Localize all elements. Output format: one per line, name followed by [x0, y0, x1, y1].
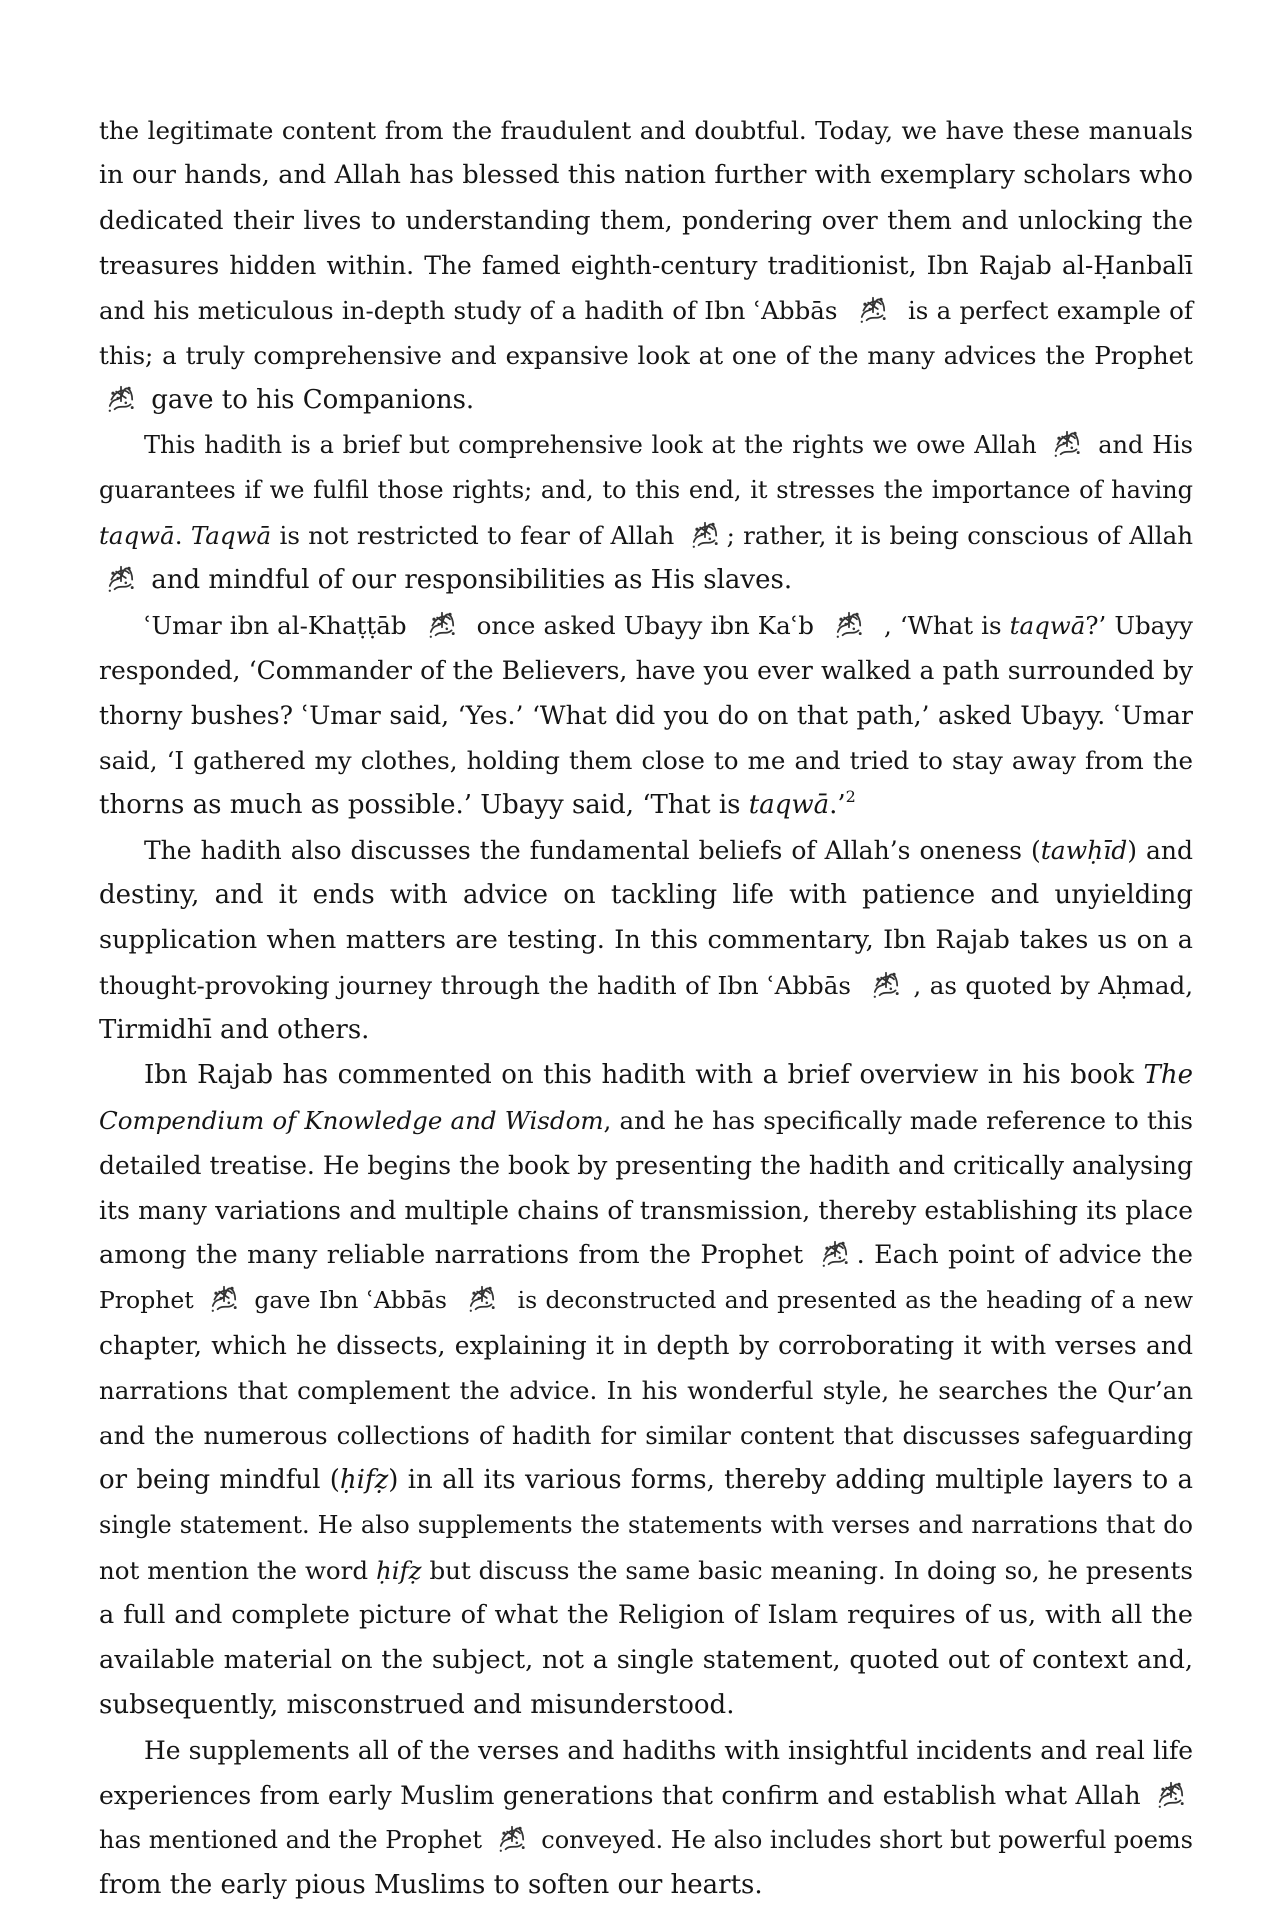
text-run: thought-provoking journey through the hadith of Ibn ʿAbbās: [99, 971, 860, 1000]
text-run: a full and complete picture of what the Religion of Islam requires of us, with all the: [99, 1600, 1193, 1630]
text-run: , as quoted by Aḥmad,: [913, 971, 1193, 1000]
paragraph: [99, 1053, 1193, 1728]
text-run: has mentioned and the Prophet: [99, 1826, 490, 1854]
text-line: [99, 1143, 1193, 1188]
honorific-radiyallahu-anhuma-icon: [865, 968, 907, 1000]
text-run: ) and: [1127, 836, 1193, 865]
honorific-subhanahu-icon: [1051, 427, 1083, 459]
text-run: thorny bushes? ʿUmar said, ‘Yes.’ ‘What did you do on that path,’ asked Ubayy. ʿUmar: [99, 701, 1193, 730]
text-line: [99, 648, 1193, 693]
text-run: thorns as much as possible.’ Ubayy said, ‘That is: [99, 790, 749, 820]
text-line: [99, 1863, 1193, 1908]
text-run: , and he has specifically made reference to this: [603, 1106, 1193, 1135]
footnote-ref[interactable]: 2: [845, 787, 856, 806]
text-line: [99, 738, 1193, 783]
text-line: [99, 1548, 1193, 1593]
text-run: . Each point of advice the: [856, 1240, 1194, 1270]
honorific-sallallahu-alayhi-wasallam-icon: [819, 1237, 851, 1269]
text-line: [99, 1323, 1193, 1368]
text-line: [99, 963, 1193, 1008]
text-run: He supplements all of the verses and hadiths with insightful incidents and real life: [144, 1736, 1193, 1765]
paragraph: [99, 108, 1193, 423]
text-run: narrations that complement the advice. In his wonderful style, he searches the Qur’an: [99, 1376, 1193, 1405]
text-run: .: [174, 521, 191, 550]
text-run: The hadith also discusses the fundamental beliefs of Allah’s oneness (: [144, 836, 1041, 865]
text-run: gave to his Companions.: [143, 385, 475, 415]
text-run: available material on the subject, not a single statement, quoted out of context and,: [99, 1645, 1193, 1675]
text-line: [99, 1458, 1193, 1503]
text-run: once asked Ubayy ibn Kaʿb: [468, 611, 822, 640]
text-line: [99, 603, 1193, 648]
text-run: the legitimate content from the fraudulent and doubtful. Today, we have these manuals: [99, 116, 1193, 145]
honorific-sallallahu-alayhi-wasallam-icon: [208, 1282, 240, 1314]
text-line: [99, 1008, 1193, 1053]
text-line: [99, 513, 1193, 558]
text-line: [99, 693, 1193, 738]
text-line: [99, 1773, 1193, 1818]
text-run: among the many reliable narrations from the Prophet: [99, 1240, 813, 1270]
text-run: ?’ Ubayy: [1085, 611, 1193, 640]
text-line: [99, 108, 1193, 153]
honorific-subhanahu-icon: [689, 518, 721, 550]
text-run: and His: [1089, 431, 1193, 459]
text-line: [99, 1098, 1193, 1143]
text-run: destiny, and it ends with advice on tackling life with patience and unyielding: [99, 880, 1193, 910]
text-run: chapter, which he dissects, explaining it in depth by corroborating it with verses and: [99, 1331, 1193, 1360]
text-run: dedicated their lives to understanding them, pondering over them and unlocking the: [99, 206, 1193, 235]
paragraph: [99, 603, 1193, 828]
text-line: [99, 153, 1193, 198]
text-run: Tirmidhī and others.: [99, 1015, 370, 1045]
text-line: [99, 198, 1193, 243]
text-run: and the numerous collections of hadith for similar content that discusses safeguarding: [99, 1421, 1193, 1450]
text-run: is a perfect example of: [899, 296, 1193, 325]
text-run: but discuss the same basic meaning. In doing so, he presents: [421, 1556, 1193, 1585]
text-run: This hadith is a brief but comprehensive look at the rights we owe Allah: [144, 431, 1046, 459]
text-line: [99, 828, 1193, 873]
text-run: is not restricted to fear of Allah: [271, 521, 683, 550]
text-run: and his meticulous in-depth study of a hadith of Ibn ʿAbbās: [99, 296, 846, 325]
text-run: , ‘What is: [875, 611, 1010, 640]
text-run: from the early pious Muslims to soften our hearts.: [99, 1870, 763, 1900]
text-line: [99, 1728, 1193, 1773]
honorific-sallallahu-alayhi-wasallam-icon: [496, 1822, 528, 1854]
text-run: is deconstructed and presented as the heading of a new: [509, 1286, 1193, 1314]
text-line: [99, 1638, 1193, 1683]
text-run: conveyed. He also includes short but powerful poems: [533, 1826, 1193, 1854]
text-run: supplication when matters are testing. In this commentary, Ibn Rajab takes us on a: [99, 925, 1193, 955]
text-line: [99, 288, 1193, 333]
text-run: its many variations and multiple chains of transmission, thereby establishing its place: [99, 1196, 1193, 1225]
text-line: [99, 423, 1193, 468]
paragraph: [99, 423, 1193, 603]
text-line: [99, 243, 1193, 288]
text-run: guarantees if we fulfil those rights; and, to this end, it stresses the importance of having: [99, 476, 1193, 504]
italic-text: Taqwā: [190, 521, 272, 550]
paragraph: [99, 1728, 1193, 1908]
italic-text: tawḥīd: [1040, 836, 1128, 865]
italic-text: taqwā: [99, 521, 175, 550]
text-run: said, ‘I gathered my clothes, holding them close to me and tried to stay away from the: [99, 746, 1193, 775]
italic-text: ḥifẓ: [339, 1465, 389, 1495]
honorific-subhanahu-icon: [1155, 1778, 1187, 1810]
italic-text: ḥifẓ: [375, 1556, 422, 1585]
text-run: and mindful of our responsibilities as His slaves.: [143, 565, 793, 595]
text-line: [99, 1053, 1193, 1098]
text-run: in our hands, and Allah has blessed this nation further with exemplary scholars who: [99, 160, 1193, 190]
body-text: [99, 108, 1193, 1908]
honorific-sallallahu-alayhi-wasallam-icon: [105, 382, 137, 414]
italic-text: The: [1143, 1060, 1193, 1090]
text-run: Ibn Rajab has commented on this hadith with a brief overview in his book: [144, 1060, 1144, 1090]
text-run: Prophet: [99, 1286, 203, 1314]
honorific-subhanahu-icon: [105, 562, 137, 594]
text-line: [99, 1413, 1193, 1458]
text-line: [99, 873, 1193, 918]
text-run: ʿUmar ibn al-Khaṭṭāb: [144, 611, 415, 640]
italic-text: taqwā: [748, 790, 830, 820]
text-line: [99, 468, 1193, 513]
text-run: responded, ‘Commander of the Believers, have you ever walked a path surrounded by: [99, 656, 1193, 685]
honorific-radiyallahu-anhu-icon: [828, 608, 870, 640]
text-line: [99, 1683, 1193, 1728]
text-run: or being mindful (: [99, 1465, 340, 1495]
italic-text: taqwā: [1009, 611, 1086, 640]
text-run: .’: [829, 790, 846, 820]
text-run: this; a truly comprehensive and expansive look at one of the many advices the Prophet: [99, 341, 1193, 370]
honorific-radiyallahu-anhuma-icon: [461, 1282, 503, 1314]
text-run: not mention the word: [99, 1556, 376, 1585]
text-line: [99, 1503, 1193, 1548]
text-line: [99, 1278, 1193, 1323]
text-line: [99, 558, 1193, 603]
text-run: detailed treatise. He begins the book by presenting the hadith and critically analysing: [99, 1151, 1193, 1180]
text-line: [99, 333, 1193, 378]
text-run: treasures hidden within. The famed eighth-century traditionist, Ibn Rajab al-Ḥanbalī: [99, 251, 1193, 280]
text-run: experiences from early Muslim generations that confirm and establish what Allah: [99, 1781, 1149, 1810]
italic-text: Compendium of Knowledge and Wisdom: [99, 1106, 604, 1135]
text-line: [99, 1188, 1193, 1233]
text-run: gave Ibn ʿAbbās: [246, 1286, 456, 1314]
text-run: ; rather, it is being conscious of Allah: [726, 521, 1193, 550]
text-line: [99, 918, 1193, 963]
text-run: subsequently, misconstrued and misunderstood.: [99, 1690, 735, 1720]
honorific-radiyallahu-anhuma-icon: [852, 293, 894, 325]
text-line: [99, 1593, 1193, 1638]
honorific-radiyallahu-anhu-icon: [421, 608, 463, 640]
text-line: [99, 378, 1193, 423]
paragraph: [99, 828, 1193, 1053]
text-line: [99, 1818, 1193, 1863]
text-run: single statement. He also supplements the statements with verses and narrations that do: [99, 1511, 1193, 1539]
text-line: [99, 1368, 1193, 1413]
text-line: [99, 1233, 1193, 1278]
text-line: [99, 783, 1193, 828]
text-run: ) in all its various forms, thereby adding multiple layers to a: [388, 1465, 1193, 1495]
